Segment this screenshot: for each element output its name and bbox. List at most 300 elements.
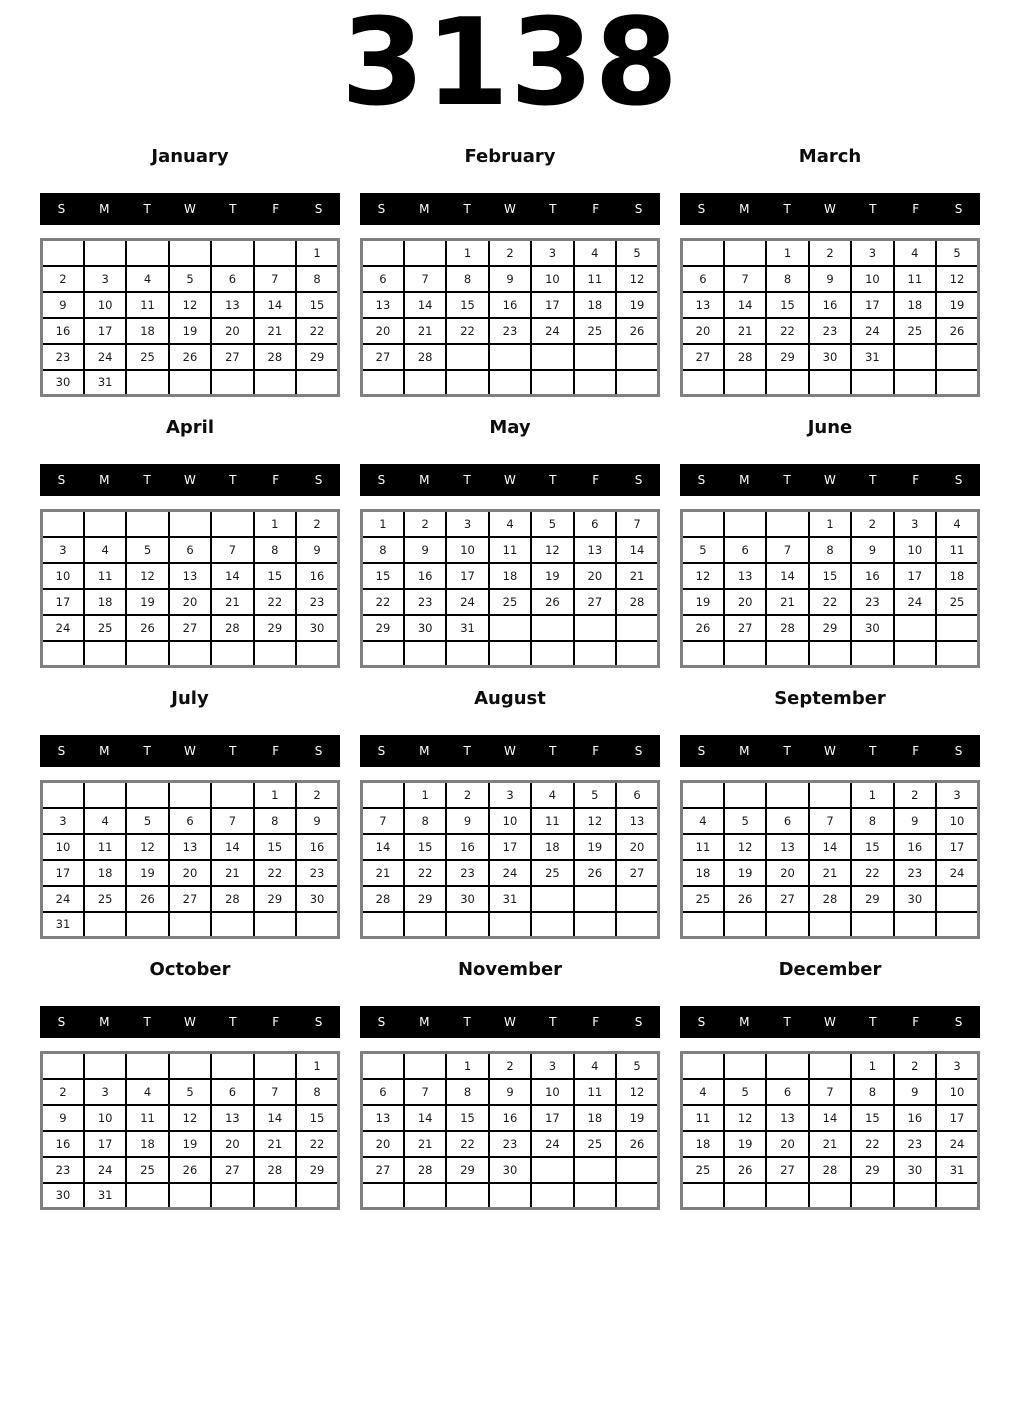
day-cell: 27 (362, 344, 404, 370)
day-cell: 19 (616, 1105, 658, 1131)
day-cell: 18 (936, 563, 978, 589)
day-cell: 20 (724, 589, 766, 615)
day-cell: 10 (84, 292, 126, 318)
weekday-label: S (377, 1015, 386, 1029)
day-cell: 16 (296, 834, 338, 860)
day-cell: 27 (574, 589, 616, 615)
day-cell: 31 (84, 1183, 126, 1209)
day-cell: 18 (574, 292, 616, 318)
day-cell: 4 (574, 240, 616, 266)
weekday-label: S (57, 202, 66, 216)
empty-day-cell (362, 1053, 404, 1079)
empty-day-cell (724, 511, 766, 537)
weekday-label: M (99, 473, 110, 487)
month-table-body (362, 1053, 659, 1209)
day-cell: 29 (254, 886, 296, 912)
day-cell: 11 (126, 1105, 168, 1131)
day-cell: 14 (362, 834, 404, 860)
day-cell: 2 (42, 1079, 84, 1105)
day-cell: 2 (404, 511, 446, 537)
day-cell: 4 (531, 782, 573, 808)
day-cell: 28 (809, 1157, 851, 1183)
empty-day-cell (42, 511, 84, 537)
empty-day-cell (574, 1183, 616, 1209)
day-cell: 7 (616, 511, 658, 537)
week-row (682, 537, 979, 563)
week-row (362, 537, 659, 563)
empty-day-cell (682, 511, 724, 537)
weekday-label: T (549, 202, 557, 216)
day-cell: 3 (894, 511, 936, 537)
empty-day-cell (724, 1053, 766, 1079)
day-cell: 24 (42, 615, 84, 641)
weekday-label: S (314, 1015, 323, 1029)
empty-day-cell (126, 782, 168, 808)
day-cell: 11 (531, 808, 573, 834)
day-cell: 22 (851, 1131, 893, 1157)
day-cell: 15 (851, 834, 893, 860)
day-cell: 19 (724, 860, 766, 886)
empty-day-cell (404, 1053, 446, 1079)
empty-day-cell (84, 912, 126, 938)
week-row (362, 808, 659, 834)
day-cell: 19 (616, 292, 658, 318)
day-cell: 3 (936, 782, 978, 808)
week-row (42, 1053, 339, 1079)
day-cell: 26 (724, 886, 766, 912)
day-cell: 12 (724, 1105, 766, 1131)
day-cell: 6 (362, 266, 404, 292)
day-cell: 30 (894, 1157, 936, 1183)
weekday-label: M (739, 473, 750, 487)
empty-day-cell (531, 641, 573, 667)
weekday-label: T (143, 202, 151, 216)
empty-day-cell (851, 370, 893, 396)
empty-day-cell (616, 886, 658, 912)
day-cell: 30 (42, 370, 84, 396)
day-cell: 3 (936, 1053, 978, 1079)
day-cell: 2 (809, 240, 851, 266)
weekday-header-row (680, 1006, 980, 1038)
day-cell: 30 (446, 886, 488, 912)
day-cell: 16 (894, 834, 936, 860)
empty-day-cell (682, 912, 724, 938)
day-cell: 23 (851, 589, 893, 615)
empty-day-cell (936, 641, 978, 667)
week-row (42, 1131, 339, 1157)
empty-day-cell (531, 370, 573, 396)
day-cell: 24 (489, 860, 531, 886)
day-cell: 10 (531, 266, 573, 292)
day-cell: 22 (254, 589, 296, 615)
day-cell: 15 (809, 563, 851, 589)
day-cell: 9 (42, 1105, 84, 1131)
day-cell: 8 (446, 266, 488, 292)
empty-day-cell (404, 1183, 446, 1209)
week-row (42, 782, 339, 808)
weekday-label: S (314, 473, 323, 487)
empty-day-cell (531, 1157, 573, 1183)
day-cell: 3 (42, 537, 84, 563)
weekday-label: W (824, 473, 836, 487)
week-row (682, 1053, 979, 1079)
day-cell: 23 (404, 589, 446, 615)
day-cell: 7 (766, 537, 808, 563)
week-row (682, 782, 979, 808)
day-cell: 20 (766, 860, 808, 886)
weekday-label: T (869, 1015, 877, 1029)
month-block (680, 959, 980, 1210)
day-cell: 26 (126, 615, 168, 641)
empty-day-cell (254, 641, 296, 667)
day-cell: 25 (682, 1157, 724, 1183)
empty-day-cell (126, 912, 168, 938)
day-cell: 7 (211, 537, 253, 563)
day-cell: 25 (126, 344, 168, 370)
week-row (42, 266, 339, 292)
day-cell: 12 (531, 537, 573, 563)
week-row (362, 318, 659, 344)
empty-day-cell (809, 370, 851, 396)
day-cell: 22 (404, 860, 446, 886)
weekday-header-row (40, 464, 340, 496)
day-cell: 16 (489, 292, 531, 318)
month-title: January (151, 146, 229, 167)
weekday-label: M (739, 202, 750, 216)
day-cell: 1 (404, 782, 446, 808)
empty-day-cell (724, 1183, 766, 1209)
day-cell: 17 (489, 834, 531, 860)
day-cell: 25 (531, 860, 573, 886)
day-cell: 5 (724, 808, 766, 834)
day-cell: 18 (682, 860, 724, 886)
day-cell: 5 (126, 808, 168, 834)
weekday-label: S (697, 473, 706, 487)
empty-day-cell (404, 240, 446, 266)
day-cell: 17 (894, 563, 936, 589)
day-cell: 4 (682, 1079, 724, 1105)
day-cell: 1 (809, 511, 851, 537)
weekday-label: T (869, 744, 877, 758)
day-cell: 1 (851, 1053, 893, 1079)
month-title: May (489, 417, 531, 438)
weekday-label: S (697, 744, 706, 758)
day-cell: 10 (851, 266, 893, 292)
week-row (682, 1157, 979, 1183)
day-cell: 14 (254, 292, 296, 318)
weekday-label: S (697, 202, 706, 216)
empty-day-cell (296, 370, 338, 396)
day-cell: 14 (211, 834, 253, 860)
day-cell: 12 (724, 834, 766, 860)
empty-day-cell (489, 912, 531, 938)
day-cell: 12 (126, 834, 168, 860)
month-block (360, 417, 660, 668)
day-cell: 14 (724, 292, 766, 318)
day-cell: 15 (296, 1105, 338, 1131)
week-row (362, 615, 659, 641)
month-block (40, 417, 340, 668)
day-cell: 5 (574, 782, 616, 808)
weekday-label: S (954, 473, 963, 487)
day-cell: 23 (894, 860, 936, 886)
empty-day-cell (169, 641, 211, 667)
day-cell: 27 (766, 886, 808, 912)
day-cell: 7 (362, 808, 404, 834)
empty-day-cell (169, 782, 211, 808)
empty-day-cell (362, 1183, 404, 1209)
empty-day-cell (851, 912, 893, 938)
day-cell: 19 (724, 1131, 766, 1157)
day-cell: 21 (766, 589, 808, 615)
weekday-label: S (314, 202, 323, 216)
day-cell: 28 (254, 1157, 296, 1183)
day-cell: 11 (682, 1105, 724, 1131)
week-row (682, 318, 979, 344)
empty-day-cell (574, 641, 616, 667)
empty-day-cell (574, 1157, 616, 1183)
empty-day-cell (42, 1053, 84, 1079)
day-cell: 7 (724, 266, 766, 292)
empty-day-cell (169, 912, 211, 938)
empty-day-cell (84, 641, 126, 667)
weekday-label: M (419, 473, 430, 487)
empty-day-cell (809, 912, 851, 938)
day-cell: 28 (211, 615, 253, 641)
day-cell: 3 (531, 240, 573, 266)
day-cell: 22 (446, 318, 488, 344)
day-cell: 6 (766, 1079, 808, 1105)
week-row (682, 1105, 979, 1131)
empty-day-cell (809, 1053, 851, 1079)
weekday-label: S (634, 1015, 643, 1029)
weekday-label: M (419, 1015, 430, 1029)
day-cell: 22 (851, 860, 893, 886)
day-cell: 21 (211, 860, 253, 886)
weekday-label: T (463, 744, 471, 758)
day-cell: 15 (254, 834, 296, 860)
weekday-label: W (184, 202, 196, 216)
empty-day-cell (766, 511, 808, 537)
weekday-label: S (954, 202, 963, 216)
day-cell: 3 (446, 511, 488, 537)
weekday-label: S (634, 473, 643, 487)
day-cell: 20 (682, 318, 724, 344)
empty-day-cell (682, 370, 724, 396)
weekday-label: W (184, 744, 196, 758)
day-cell: 6 (211, 1079, 253, 1105)
week-row (42, 240, 339, 266)
day-cell: 9 (894, 808, 936, 834)
empty-day-cell (211, 240, 253, 266)
empty-day-cell (682, 641, 724, 667)
day-cell: 11 (936, 537, 978, 563)
day-cell: 31 (936, 1157, 978, 1183)
day-cell: 18 (84, 860, 126, 886)
day-cell: 3 (531, 1053, 573, 1079)
day-cell: 20 (211, 1131, 253, 1157)
day-cell: 12 (169, 1105, 211, 1131)
weekday-label: M (419, 744, 430, 758)
month-table-body (682, 511, 979, 667)
weekday-label: M (99, 202, 110, 216)
day-cell: 10 (531, 1079, 573, 1105)
day-cell: 12 (169, 292, 211, 318)
day-cell: 2 (296, 782, 338, 808)
day-cell: 13 (682, 292, 724, 318)
day-cell: 24 (936, 1131, 978, 1157)
day-cell: 15 (851, 1105, 893, 1131)
empty-day-cell (724, 912, 766, 938)
week-row (362, 912, 659, 938)
empty-day-cell (616, 370, 658, 396)
empty-day-cell (404, 370, 446, 396)
day-cell: 14 (809, 834, 851, 860)
week-row (42, 537, 339, 563)
day-cell: 22 (446, 1131, 488, 1157)
day-cell: 23 (894, 1131, 936, 1157)
weekday-label: F (592, 202, 600, 216)
day-cell: 28 (766, 615, 808, 641)
day-cell: 19 (169, 318, 211, 344)
empty-day-cell (254, 1053, 296, 1079)
empty-day-cell (296, 641, 338, 667)
day-cell: 29 (296, 1157, 338, 1183)
day-cell: 10 (42, 834, 84, 860)
empty-day-cell (574, 615, 616, 641)
empty-day-cell (362, 912, 404, 938)
weekday-label: T (143, 1015, 151, 1029)
week-row (682, 834, 979, 860)
day-cell: 30 (489, 1157, 531, 1183)
day-cell: 24 (851, 318, 893, 344)
day-cell: 24 (446, 589, 488, 615)
day-cell: 1 (851, 782, 893, 808)
empty-day-cell (682, 782, 724, 808)
empty-day-cell (211, 1183, 253, 1209)
week-row (682, 860, 979, 886)
month-table-body (362, 782, 659, 938)
day-cell: 17 (446, 563, 488, 589)
weekday-header-row (360, 464, 660, 496)
day-cell: 13 (766, 834, 808, 860)
empty-day-cell (851, 641, 893, 667)
empty-day-cell (531, 886, 573, 912)
day-cell: 10 (489, 808, 531, 834)
day-cell: 27 (724, 615, 766, 641)
day-cell: 27 (211, 1157, 253, 1183)
day-cell: 8 (362, 537, 404, 563)
day-cell: 5 (616, 1053, 658, 1079)
month-table (40, 1051, 340, 1210)
day-cell: 23 (296, 860, 338, 886)
day-cell: 17 (936, 834, 978, 860)
month-table (680, 238, 980, 397)
day-cell: 5 (936, 240, 978, 266)
day-cell: 29 (254, 615, 296, 641)
week-row (42, 860, 339, 886)
day-cell: 26 (574, 860, 616, 886)
day-cell: 10 (894, 537, 936, 563)
month-title: February (464, 146, 556, 167)
day-cell: 27 (362, 1157, 404, 1183)
day-cell: 2 (894, 782, 936, 808)
day-cell: 16 (296, 563, 338, 589)
empty-day-cell (766, 1183, 808, 1209)
day-cell: 13 (169, 834, 211, 860)
day-cell: 30 (42, 1183, 84, 1209)
empty-day-cell (766, 370, 808, 396)
empty-day-cell (84, 511, 126, 537)
empty-day-cell (936, 912, 978, 938)
month-table-body (682, 1053, 979, 1209)
day-cell: 20 (362, 318, 404, 344)
day-cell: 14 (809, 1105, 851, 1131)
day-cell: 28 (211, 886, 253, 912)
day-cell: 13 (211, 1105, 253, 1131)
day-cell: 6 (169, 537, 211, 563)
month-title: October (149, 959, 231, 980)
day-cell: 18 (894, 292, 936, 318)
week-row (682, 292, 979, 318)
empty-day-cell (616, 1183, 658, 1209)
week-row (682, 808, 979, 834)
day-cell: 21 (254, 318, 296, 344)
week-row (42, 886, 339, 912)
week-row (682, 344, 979, 370)
empty-day-cell (724, 240, 766, 266)
week-row (362, 292, 659, 318)
day-cell: 21 (724, 318, 766, 344)
day-cell: 6 (211, 266, 253, 292)
day-cell: 16 (404, 563, 446, 589)
month-table (360, 509, 660, 668)
week-row (362, 563, 659, 589)
month-table-body (682, 782, 979, 938)
day-cell: 8 (766, 266, 808, 292)
day-cell: 4 (84, 808, 126, 834)
month-table (360, 780, 660, 939)
day-cell: 13 (362, 292, 404, 318)
week-row (42, 563, 339, 589)
day-cell: 5 (531, 511, 573, 537)
day-cell: 25 (574, 318, 616, 344)
day-cell: 1 (766, 240, 808, 266)
month-table-body (362, 240, 659, 396)
empty-day-cell (362, 240, 404, 266)
day-cell: 17 (42, 860, 84, 886)
month-title: November (457, 959, 563, 980)
day-cell: 2 (42, 266, 84, 292)
week-row (362, 782, 659, 808)
empty-day-cell (766, 1053, 808, 1079)
day-cell: 28 (254, 344, 296, 370)
week-row (682, 370, 979, 396)
day-cell: 13 (724, 563, 766, 589)
day-cell: 8 (254, 808, 296, 834)
weekday-label: F (272, 1015, 280, 1029)
day-cell: 6 (682, 266, 724, 292)
empty-day-cell (851, 1183, 893, 1209)
day-cell: 6 (574, 511, 616, 537)
week-row (362, 1157, 659, 1183)
day-cell: 4 (126, 266, 168, 292)
day-cell: 7 (404, 266, 446, 292)
day-cell: 20 (211, 318, 253, 344)
empty-day-cell (574, 886, 616, 912)
day-cell: 28 (404, 1157, 446, 1183)
day-cell: 18 (84, 589, 126, 615)
